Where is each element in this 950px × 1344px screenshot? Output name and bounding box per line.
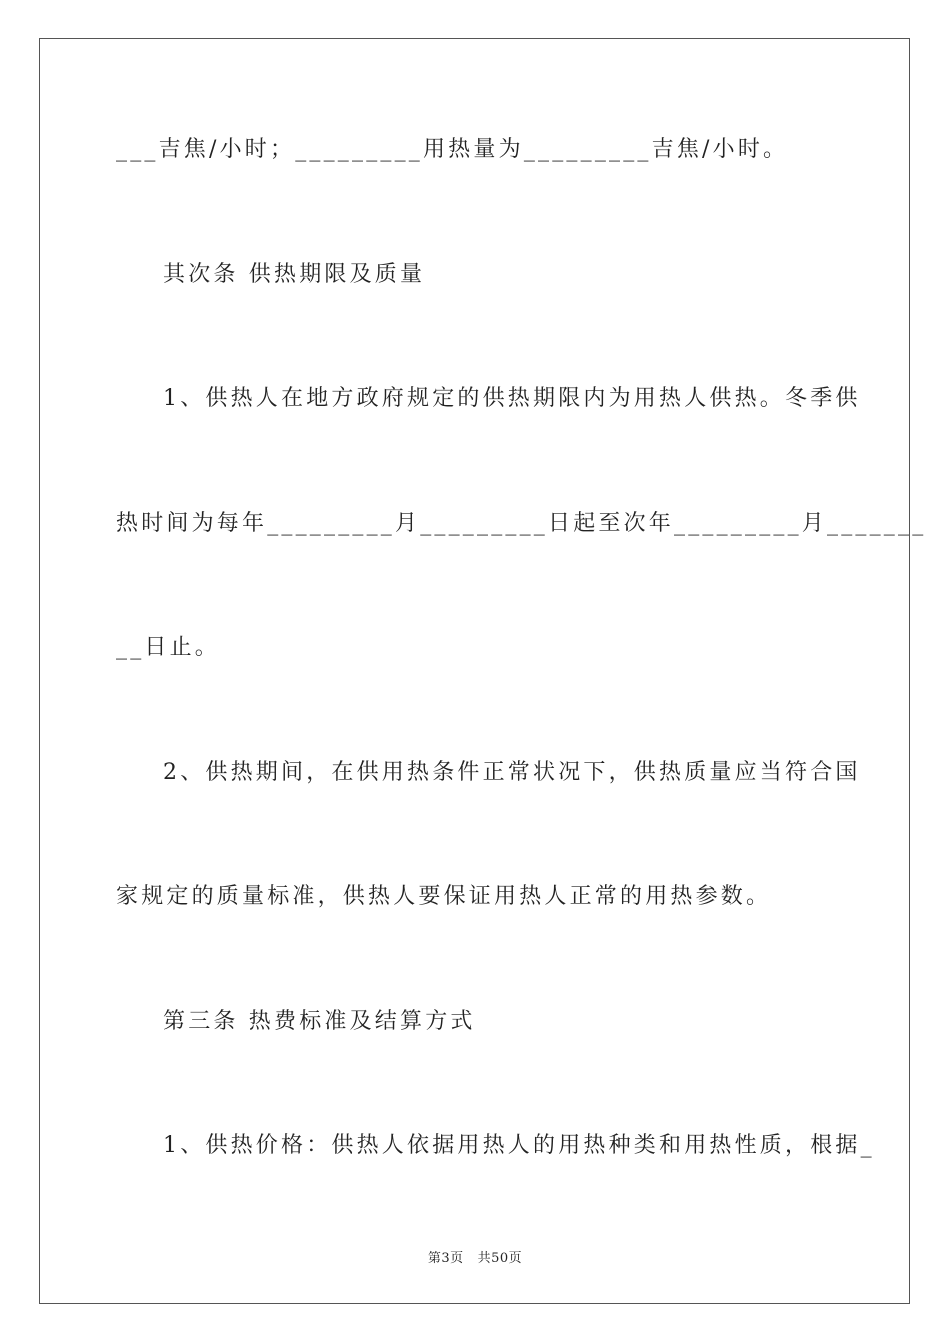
page-border [39,38,910,1304]
body-line-1: ___吉焦/小时；_________用热量为_________吉焦/小时。 [116,137,789,162]
section-heading-2: 其次条 供热期限及质量 [163,262,426,287]
body-line-5: __日止。 [116,635,221,660]
page-number-current: 第3页 [427,1251,464,1266]
body-line-3: 1、供热人在地方政府规定的供热期限内为用热人供热。冬季供 [163,386,861,411]
body-line-4: 热时间为每年_________月_________日起至次年_________月_______ [116,511,927,536]
page-footer [0,1247,950,1266]
section-heading-3: 第三条 热费标准及结算方式 [163,1009,476,1034]
body-line-9: 1、供热价格：供热人依据用热人的用热种类和用热性质，根据_ [163,1133,875,1158]
body-line-6: 2、供热期间，在供用热条件正常状况下，供热质量应当符合国 [163,760,861,785]
body-line-7: 家规定的质量标准，供热人要保证用热人正常的用热参数。 [116,884,772,909]
page-number-total: 共50页 [477,1251,523,1266]
